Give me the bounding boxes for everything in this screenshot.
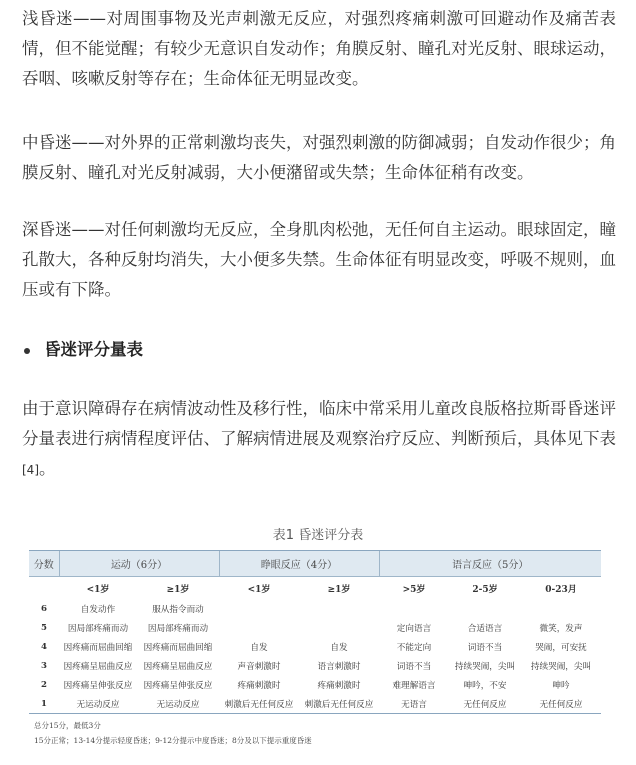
score-cell: 5	[41, 622, 47, 633]
score-cell: 1	[29, 694, 59, 714]
table-cell	[219, 599, 299, 618]
shallow-coma-paragraph: 浅昏迷——对周围事物及光声刺激无反应，对强烈疼痛刺激可回避动作及痛苦表情，但不能觉醒；有较少无意识自发动作；角膜反射、瞳孔对光反射、眼球运动，吞咽、咳嗽反射等存在；生命体征无明显改变。	[22, 9, 616, 88]
table-cell: 自发动作	[80, 604, 116, 615]
table-cell: 声音刺激时	[237, 661, 281, 672]
table-cell: 合适语言	[467, 623, 503, 634]
subheader-cell: >5岁	[402, 584, 426, 595]
table-note-severity: 15分正常；13-14分提示轻度昏迷；9-12分提示中度昏迷；8分及以下提示重度昏迷	[34, 736, 312, 745]
table-cell	[521, 599, 601, 618]
table-cell: 语言刺激时	[317, 661, 361, 672]
table-cell: 难理解语言	[392, 680, 436, 691]
table-cell: 持续哭闹，尖叫	[454, 661, 516, 672]
subheader-cell: 0-23月	[545, 584, 577, 595]
table-cell: 持续哭闹，尖叫	[530, 661, 592, 672]
subheader-cell: 2-5岁	[472, 584, 498, 595]
table-row	[29, 618, 601, 637]
table-cell: 无运动反应	[59, 694, 137, 714]
table-row	[29, 675, 601, 694]
header-motor: 运动（6分）	[59, 551, 219, 577]
subheader-empty	[29, 577, 59, 600]
table-cell: 词语不当	[396, 661, 432, 672]
table-cell: 自发	[250, 642, 268, 653]
table-cell	[219, 618, 299, 637]
table-header-row	[29, 551, 601, 577]
moderate-coma-paragraph: 中昏迷——对外界的正常刺激均丧失，对强烈刺激的防御减弱；自发动作很少；角膜反射、瞳孔对光反射减弱，大小便潴留或失禁；生命体征稍有改变。	[22, 133, 616, 182]
table-cell: 自发	[330, 642, 348, 653]
table-cell: 因局部疼痛而动	[67, 623, 129, 634]
score-cell: 4	[41, 641, 47, 652]
table-cell: 无运动反应	[137, 694, 219, 714]
intro-end: 。	[39, 459, 56, 478]
table-cell: 词语不当	[467, 642, 503, 653]
table-note-total: 总分15分，最低3分	[34, 721, 101, 730]
table-cell: 因疼痛而屈曲回缩	[63, 642, 133, 653]
deep-coma-paragraph: 深昏迷——对任何刺激均无反应，全身肌肉松弛，无任何自主运动。眼球固定，瞳孔散大，各种反射均消失，大小便多失禁。生命体征有明显改变，呼吸不规则，血压或有下降。	[22, 220, 616, 299]
table-cell: 不能定向	[396, 642, 432, 653]
citation-link[interactable]: [4]	[22, 463, 39, 477]
table-cell: 因局部疼痛而动	[147, 623, 209, 634]
table-cell: 因疼痛呈屈曲反应	[143, 661, 213, 672]
subheader-cell: ≥1岁	[327, 584, 351, 595]
table-cell	[379, 599, 449, 618]
table-row	[29, 637, 601, 656]
table-row	[29, 656, 601, 675]
table-cell: 疼痛刺激时	[317, 680, 361, 691]
score-cell: 2	[41, 679, 47, 690]
table-cell	[299, 618, 379, 637]
score-cell: 6	[41, 603, 47, 614]
table-cell	[449, 599, 521, 618]
intro-paragraph	[22, 394, 616, 485]
table-cell: 无任何反应	[521, 694, 601, 714]
table-cell: 服从指令而动	[152, 604, 204, 615]
table-cell: 微笑，发声	[539, 623, 583, 634]
bullet-icon	[24, 348, 30, 354]
coma-scale-table	[29, 550, 601, 714]
table-cell: 定向语言	[396, 623, 432, 634]
subheader-cell: <1岁	[86, 584, 110, 595]
table-title: 表1 昏迷评分表	[272, 528, 364, 543]
subheader-cell: <1岁	[247, 584, 271, 595]
table-cell: 因疼痛而屈曲回缩	[143, 642, 213, 653]
table-row	[29, 599, 601, 618]
section-heading-text: 昏迷评分量表	[44, 340, 143, 359]
intro-text: 由于意识障碍存在病情波动性及移行性，临床中常采用儿童改良版格拉斯哥昏迷评分量表进行病情程度评估、了解病情进展及观察治疗反应、判断预后，具体见下表	[22, 399, 616, 448]
table-cell: 刺激后无任何反应	[219, 694, 299, 714]
table-subheader-row	[29, 577, 601, 600]
table-cell: 无语言	[379, 694, 449, 714]
table-cell: 呻吟，不安	[463, 680, 507, 691]
subheader-cell: ≥1岁	[166, 584, 190, 595]
section-heading	[22, 336, 143, 360]
table-cell: 因疼痛呈屈曲反应	[63, 661, 133, 672]
table-cell: 哭闹，可安抚	[535, 642, 587, 653]
table-cell: 疼痛刺激时	[237, 680, 281, 691]
table-cell: 因疼痛呈伸张反应	[143, 680, 213, 691]
table-cell: 因疼痛呈伸张反应	[63, 680, 133, 691]
table-cell: 呻吟	[552, 680, 570, 691]
table-cell	[299, 599, 379, 618]
header-score: 分数	[29, 551, 59, 577]
header-eye: 睁眼反应（4分）	[219, 551, 379, 577]
score-cell: 3	[41, 660, 47, 671]
table-row	[29, 694, 601, 714]
header-verbal: 语言反应（5分）	[379, 551, 601, 577]
table-cell: 无任何反应	[449, 694, 521, 714]
table-cell: 刺激后无任何反应	[299, 694, 379, 714]
